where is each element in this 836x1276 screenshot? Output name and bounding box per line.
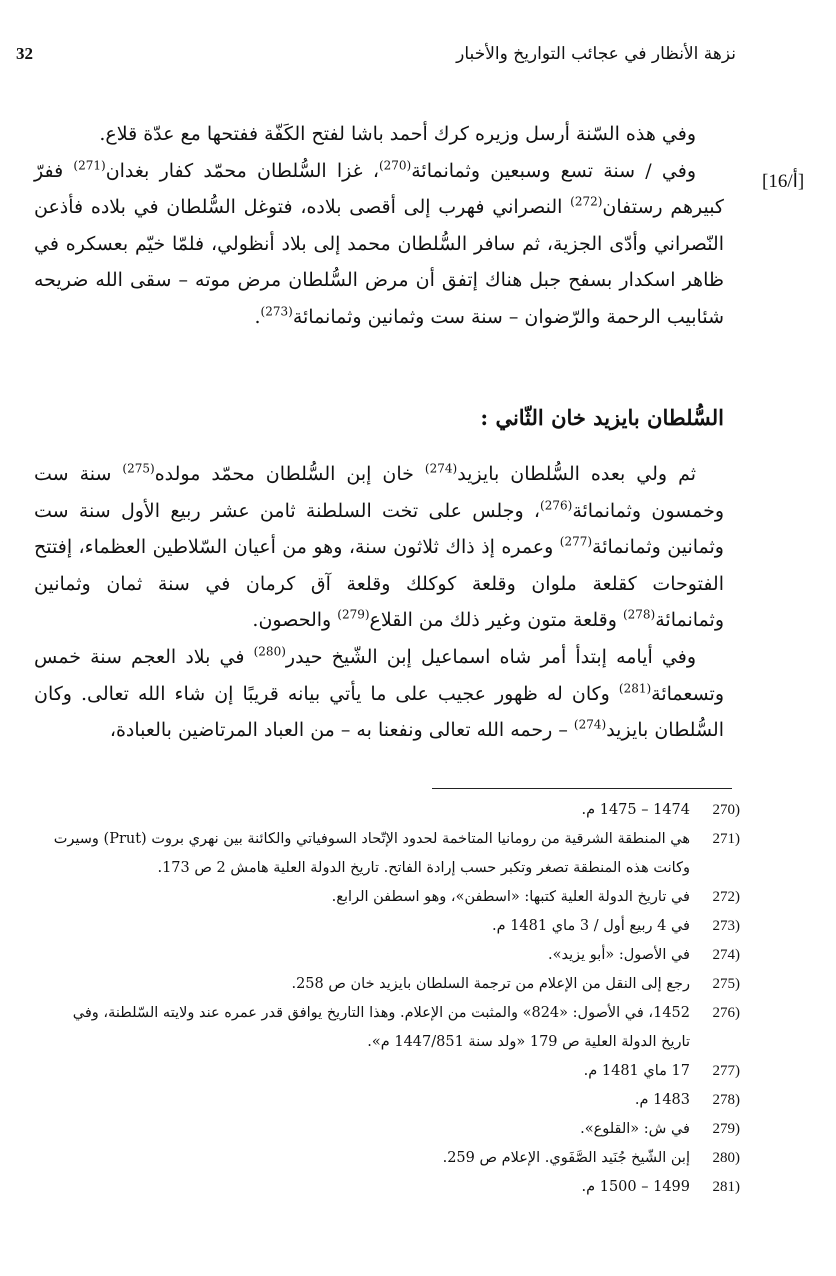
footnote-text: في تاريخ الدولة العلية كتبها: «اسطفن»، وهو اسطفن الرابع.: [331, 889, 690, 905]
footnote-text: 1499 – 1500 م.: [581, 1179, 690, 1195]
text-run: – رحمه الله تعالى ونفعنا به – من العباد المرتاضين بالعبادة،: [109, 719, 574, 742]
footnote-ref[interactable]: (281): [618, 681, 652, 696]
footnote-ref[interactable]: (279): [337, 608, 370, 623]
footnote-ref[interactable]: (277): [559, 534, 593, 549]
text-run: ، غزا السُّلطان محمّد كفار بغدان: [105, 159, 379, 182]
footnote-ref[interactable]: (271): [73, 158, 106, 173]
paragraph-shah-ismail: [34, 639, 724, 749]
footnote-ref[interactable]: (274): [424, 461, 458, 476]
footnote-text: في الأصول: «أبو يزيد».: [548, 947, 690, 963]
footnote-item: [40, 883, 740, 912]
text-run: وكان له ظهور عجيب على ما يأتي بيانه قريبًا إن شاء الله تعالى. وكان السُّلطان بايزيد: [34, 682, 724, 742]
text-run: ففرّ كبيرهم رستفان: [34, 159, 724, 219]
footnotes-list: [40, 796, 740, 1202]
footnote-number: (278: [712, 1092, 740, 1108]
running-title: نزهة الأنظار في عجائب التواريخ والأخبار: [456, 44, 736, 64]
page-number: 32: [16, 44, 33, 63]
footnote-ref[interactable]: (280): [253, 644, 286, 659]
footnote-text: 1474 – 1475 م.: [581, 802, 690, 818]
text-run: ثم ولي بعده السُّلطان بايزيد: [457, 463, 697, 485]
page-header: [16, 44, 736, 74]
footnote-item: [40, 1086, 740, 1115]
text-run: وفي / سنة تسع وسبعين وثمانمائة: [411, 159, 696, 182]
footnote-ref[interactable]: (273): [260, 304, 293, 319]
text-run: في بلاد العجم سنة خمس وتسعمائة: [34, 645, 724, 705]
footnote-item: [40, 999, 740, 1057]
text-run: وقلعة متون وغير ذلك من القلاع: [369, 609, 623, 632]
footnote-separator: [432, 788, 732, 789]
footnote-ref[interactable]: (270): [378, 158, 412, 173]
footnote-ref[interactable]: (276): [540, 498, 573, 513]
footnote-text: في ش: «القلوع».: [580, 1121, 690, 1137]
footnote-number: (273: [712, 918, 740, 934]
footnote-ref[interactable]: (275): [122, 461, 155, 476]
footnote-text: 17 ماي 1481 م.: [583, 1063, 690, 1079]
text-run: سنة ست وخمسون وثمانمائة: [34, 463, 724, 522]
section-heading: السُّلطان بايزيد خان الثّاني :: [480, 405, 724, 430]
footnote-text: هي المنطقة الشرقية من رومانيا المتاخمة لحدود الإتّحاد السوفياتي والكائنة بين نهري بروت (Prut) وسيرت وكانت هذه المنطقة تصغر وتكبر حسب إرادة الفاتح. تاريخ الدولة العلية هامش 2 ص 173.: [53, 831, 690, 876]
footnote-number: (277: [712, 1063, 740, 1079]
footnote-number: (274: [712, 947, 740, 963]
footnote-item: [40, 1115, 740, 1144]
footnote-item: [40, 796, 740, 825]
paragraph-bayezid: [34, 456, 724, 639]
footnote-item: [40, 1173, 740, 1202]
footnote-number: (281: [712, 1179, 740, 1195]
footnote-number: (276: [712, 1005, 740, 1021]
footnote-item: [40, 912, 740, 941]
main-text-bottom: [34, 456, 724, 749]
footnote-item: [40, 970, 740, 999]
footnote-number: (280: [712, 1150, 740, 1166]
footnote-number: (270: [712, 802, 740, 818]
footnote-ref[interactable]: (278): [622, 608, 656, 623]
main-text-top: [34, 116, 724, 336]
text-run: .: [254, 305, 261, 328]
text-run: ، وجلس على تخت السلطنة ثامن عشر ربيع الأول سنة ست وثمانين وثمانمائة: [34, 499, 724, 559]
footnote-text: إبن الشّيخ جُنَيد الصَّفَوي. الإعلام ص 259.: [442, 1150, 690, 1166]
footnote-number: (279: [712, 1121, 740, 1137]
footnote-text: 1452، في الأصول: «824» والمثبت من الإعلام. وهذا التاريخ يوافق قدر عمره عند ولايته السّلطنة، وفي تاريخ الدولة العلية ص 179 «ولد سنة 1447/851 م».: [72, 1005, 690, 1050]
footnote-item: [40, 825, 740, 883]
footnote-item: [40, 941, 740, 970]
footnote-ref[interactable]: (274): [573, 717, 607, 732]
footnote-ref[interactable]: (272): [570, 194, 603, 209]
footnote-number: (271: [712, 831, 740, 847]
paragraph-kaffa: [34, 116, 724, 153]
text-run: والحصون.: [252, 609, 338, 632]
text-run: وعمره إذ ذاك ثلاثون سنة، وهو من أعيان السّلاطين العظماء، إفتتح الفتوحات كقلعة ملوان وقلعة كوكلك وقلعة آق كرمان في سنة ثمان وثمانين وثمانمائة: [34, 536, 724, 632]
text-run: وفي أيامه إبتدأ أمر شاه اسماعيل إبن الشّيخ حيدر: [285, 645, 697, 668]
folio-margin-note: [16/أ]: [762, 171, 805, 192]
text-run: وفي هذه السّنة أرسل وزيره كرك أحمد باشا لفتح الكَفّة ففتحها مع عدّة قلاع.: [99, 123, 696, 145]
footnote-text: رجع إلى النقل من الإعلام من ترجمة السلطان بايزيد خان ص 258.: [291, 976, 690, 992]
footnote-number: (275: [712, 976, 740, 992]
footnote-item: [40, 1144, 740, 1173]
footnote-text: 1483 م.: [634, 1092, 690, 1108]
footnote-text: في 4 ربيع أول / 3 ماي 1481 م.: [491, 918, 690, 934]
text-run: النصراني فهرب إلى أقصى بلاده، فتوغل السُّلطان في بلاده فأذعن النّصراني وأدّى الجزية، ثم سافر السُّلطان محمد إلى بلاد أنظولي، فلمّا خيّم بعسكره في ظاهر اسكدار بسفح جبل هناك إتفق أن مرض السُّلطان مرض موته – سقى الله ضريحه شئابيب الرحمة والرّضوان – سنة ست وثمانين وثمانمائة: [34, 196, 724, 328]
footnote-number: (272: [712, 889, 740, 905]
paragraph-boghdan: [34, 153, 724, 336]
footnote-item: [40, 1057, 740, 1086]
text-run: خان إبن السُّلطان محمّد مولده: [154, 463, 425, 485]
